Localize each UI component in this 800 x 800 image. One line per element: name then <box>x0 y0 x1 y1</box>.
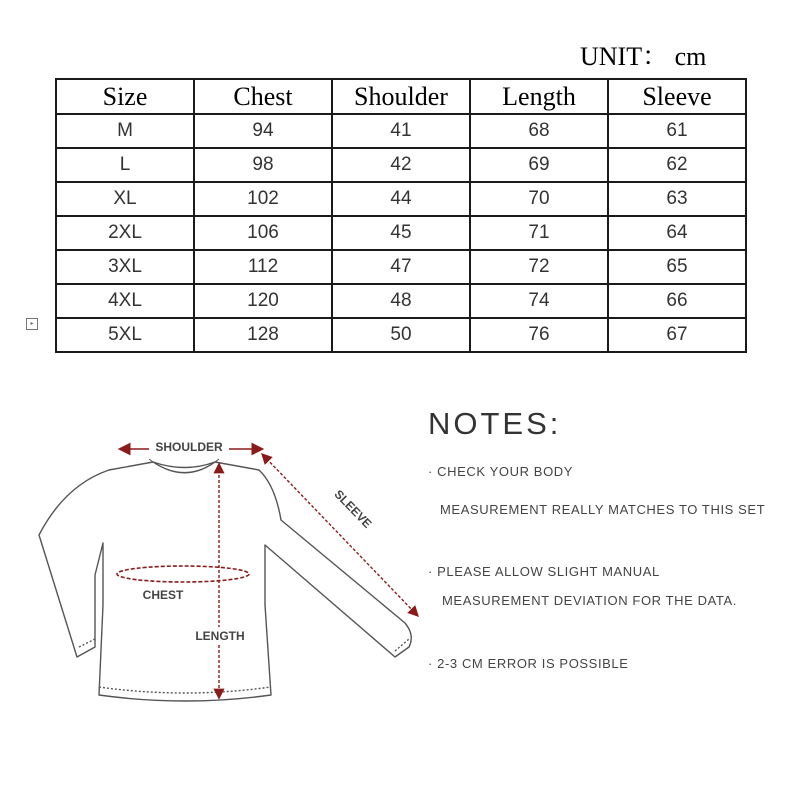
cell-size: XL <box>56 182 194 216</box>
shirt-measurement-diagram <box>25 425 425 725</box>
table-row <box>56 318 746 352</box>
sleeve-label: SLEEVE <box>331 487 375 531</box>
cell-sleeve: 63 <box>608 182 746 216</box>
cell-length: 69 <box>470 148 608 182</box>
header-size: Size <box>56 79 194 114</box>
cell-sleeve: 66 <box>608 284 746 318</box>
cell-shoulder: 50 <box>332 318 470 352</box>
cell-length: 76 <box>470 318 608 352</box>
chest-label: CHEST <box>142 588 184 602</box>
cell-chest: 120 <box>194 284 332 318</box>
cell-shoulder: 48 <box>332 284 470 318</box>
cell-sleeve: 64 <box>608 216 746 250</box>
table-row <box>56 284 746 318</box>
cell-shoulder: 45 <box>332 216 470 250</box>
header-chest: Chest <box>194 79 332 114</box>
cell-sleeve: 62 <box>608 148 746 182</box>
cell-shoulder: 47 <box>332 250 470 284</box>
cell-length: 71 <box>470 216 608 250</box>
cell-chest: 102 <box>194 182 332 216</box>
cell-shoulder: 44 <box>332 182 470 216</box>
sleeve-arrow <box>263 455 417 615</box>
cell-chest: 94 <box>194 114 332 148</box>
table-row <box>56 216 746 250</box>
cell-chest: 112 <box>194 250 332 284</box>
header-shoulder: Shoulder <box>332 79 470 114</box>
shoulder-label: SHOULDER <box>155 440 223 454</box>
note-item: · PLEASE ALLOW SLIGHT MANUAL <box>428 564 660 579</box>
note-item: MEASUREMENT REALLY MATCHES TO THIS SET <box>440 502 766 517</box>
table-row <box>56 250 746 284</box>
play-icon: ▸ <box>26 318 38 330</box>
cell-size: 3XL <box>56 250 194 284</box>
length-label: LENGTH <box>195 629 245 643</box>
cell-chest: 128 <box>194 318 332 352</box>
unit-label: UNIT： cm <box>580 42 707 71</box>
cell-size: 2XL <box>56 216 194 250</box>
notes-title: NOTES: <box>428 406 562 441</box>
cell-length: 68 <box>470 114 608 148</box>
note-item: MEASUREMENT DEVIATION FOR THE DATA. <box>442 593 737 608</box>
cell-size: M <box>56 114 194 148</box>
chest-arrow <box>117 566 249 582</box>
header-sleeve: Sleeve <box>608 79 746 114</box>
cell-chest: 98 <box>194 148 332 182</box>
cell-length: 72 <box>470 250 608 284</box>
cell-shoulder: 42 <box>332 148 470 182</box>
size-chart-table <box>55 78 747 353</box>
cell-size: 5XL <box>56 318 194 352</box>
table-header-row <box>56 79 746 114</box>
cell-chest: 106 <box>194 216 332 250</box>
cell-length: 70 <box>470 182 608 216</box>
header-length: Length <box>470 79 608 114</box>
cell-size: 4XL <box>56 284 194 318</box>
cell-sleeve: 65 <box>608 250 746 284</box>
table-row <box>56 182 746 216</box>
table-row <box>56 114 746 148</box>
cell-length: 74 <box>470 284 608 318</box>
cell-sleeve: 67 <box>608 318 746 352</box>
note-item: · CHECK YOUR BODY <box>428 464 574 479</box>
cell-shoulder: 41 <box>332 114 470 148</box>
cell-sleeve: 61 <box>608 114 746 148</box>
table-row <box>56 148 746 182</box>
note-item: · 2-3 CM ERROR IS POSSIBLE <box>428 656 629 671</box>
cell-size: L <box>56 148 194 182</box>
